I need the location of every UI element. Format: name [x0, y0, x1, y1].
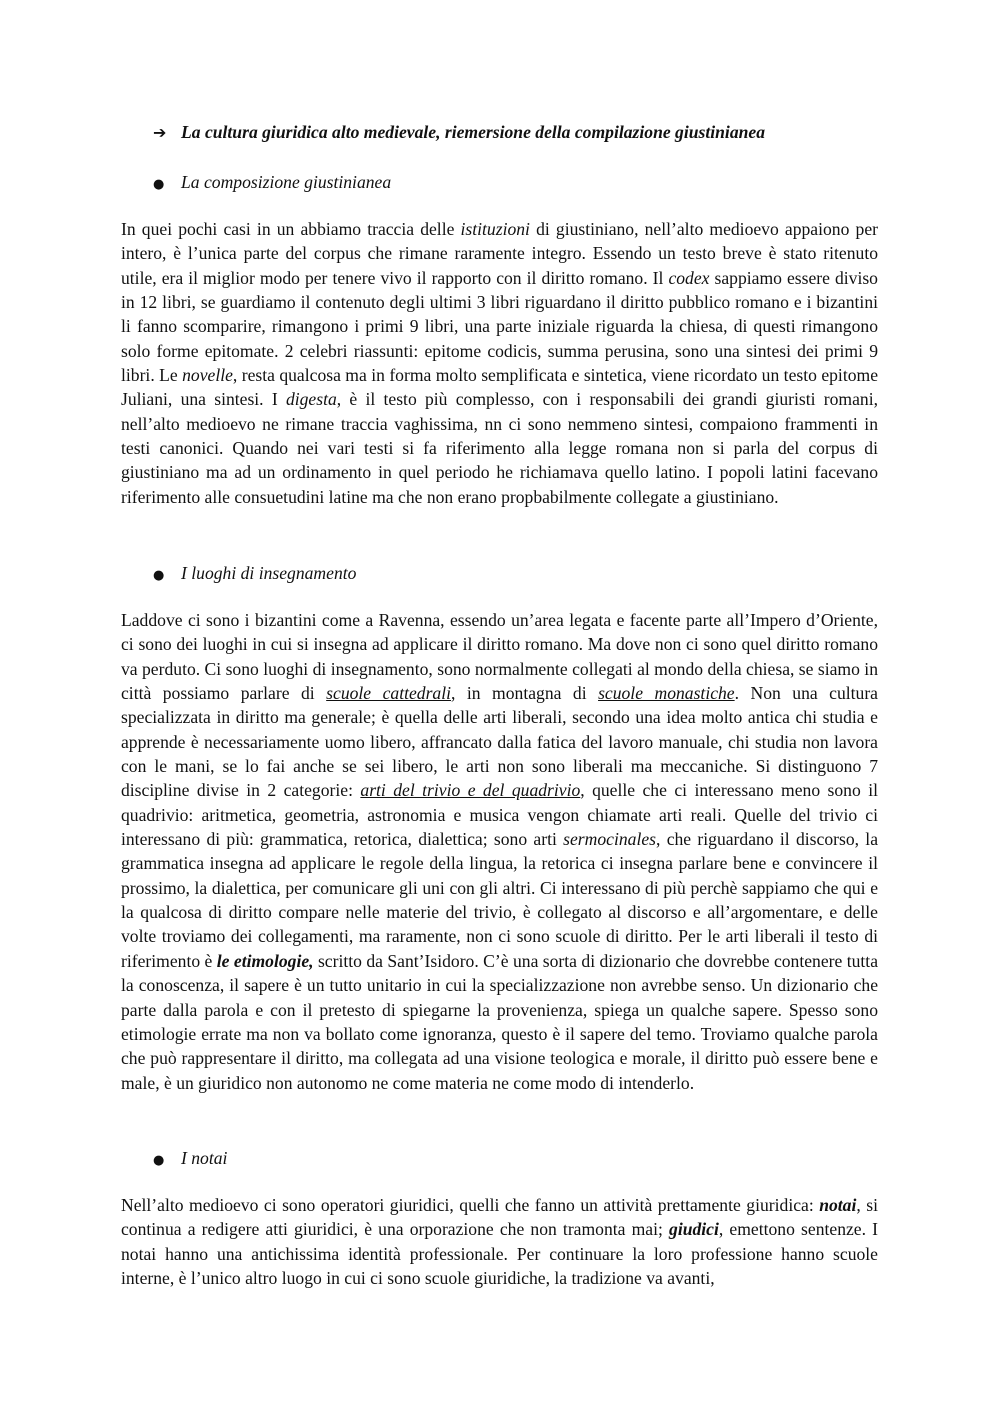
term-notai: notai — [819, 1195, 857, 1215]
bullet-icon: ● — [153, 568, 165, 583]
section-heading-1 — [153, 120, 765, 145]
term-digesta: digesta — [285, 389, 337, 410]
section-heading-4 — [153, 1146, 227, 1173]
term-istituzioni: istituzioni — [460, 219, 530, 239]
text-run: sappiamo essere diviso in 12 libri, se guardiamo il contenuto degli ultimi 3 libri riguardano il diritto pubblico romano e i bizantini li fanno scomparire, rimangono i primi 9 libri, una parte iniziale riguarda la chiesa, di questi rimangono solo forme epitomate. 2 celebri riassunti: epitome codicis, summa perusina, sono una sintesi dei primi 9 libri. Le — [121, 267, 878, 386]
arrow-icon: ➔ — [153, 123, 167, 142]
text-run: , in montagna di — [451, 683, 599, 704]
text-run: , emettono sentenze. I notai hanno una antichissima identità professionale. Per continuare la loro professione hanno scuole interne, è l’unico altro luogo in cui ci sono scuole giuridiche, la tradizione va avanti, — [121, 1219, 879, 1289]
section-heading-2 — [153, 170, 391, 197]
paragraph-notai — [121, 1193, 878, 1290]
paragraph-composizione — [121, 217, 878, 509]
term-arti-trivio-quadrivio: arti del trivio e del quadrivio — [360, 780, 581, 801]
term-sermocinales: sermocinales — [563, 829, 656, 850]
bullet-icon: ● — [153, 1153, 165, 1168]
text-run: Nell’alto medioevo ci sono operatori giuridici, quelli che fanno un attività prettamente giuridica: — [121, 1195, 820, 1215]
text-run: di giustiniano, nell’alto medioevo appaiono per intero, è l’unica parte del corpus che rimane raramente integro. Essendo un testo breve è stato ritenuto utile, era il miglior modo per tenere vivo il rapporto con il diritto romano. Il — [121, 219, 878, 288]
text-run: , che riguardano il discorso, la grammatica insegna ad applicare le regole della lingua, la retorica ci insegna parlare bene e convincere il prossimo, la dialettica, per comunicare gli uni con gli altri. Ci interessano di più perchè sappiamo che qui e la qualcosa di diritto compare nelle materie del trivio, è collegato al discorso e all’argomentare, e delle volte troviamo dei collegamenti, ma raramente, non ci sono scuole di diritto. Per le arti liberali il testo di riferimento è — [121, 829, 879, 971]
paragraph-luoghi — [121, 608, 878, 1095]
text-run: , resta qualcosa ma in forma molto semplificata e sintetica, viene ricordato un testo epitome Juliani, una sintesi. I — [121, 365, 878, 410]
text-run: Laddove ci sono i bizantini come a Ravenna, essendo un’area legata e facente parte all’Impero d’Oriente, ci sono dei luoghi in cui si insegna ad applicare il diritto romano. Ma dove non ci sono quel diritto romano va perduto. Ci sono luoghi di insegnamento, sono normalmente collegati al mondo della chiesa, se siamo in città possiamo parlare di — [121, 610, 878, 704]
section-title: La cultura giuridica alto medievale, riemersione della compilazione giustinianea — [181, 122, 766, 142]
text-run: , si continua a redigere atti giuridici, è una orporazione che non tramonta mai; — [121, 1195, 878, 1240]
text-run: In quei pochi casi in un abbiamo traccia delle — [121, 219, 461, 239]
term-scuole-monastiche: scuole monastiche — [598, 683, 735, 704]
term-giudici: giudici — [669, 1219, 719, 1240]
term-novelle: novelle — [182, 365, 233, 386]
bullet-icon: ● — [153, 177, 165, 192]
term-le-etimologie: le etimologie, — [216, 950, 314, 971]
text-run: , quelle che ci interessano meno sono il quadrivio: aritmetica, geometria, astronomia e musica vengon chiamate arti reali. Quelle del trivio ci interessano di più: grammatica, retorica, dialettica; sono arti — [121, 780, 878, 850]
text-run: . Non una cultura specializzata in diritto ma generale; è quella delle arti liberali, secondo una idea molto antica chi studia e apprende è necessariamente uomo libero, affrancato dalla fatica del lavoro manuale, chi studia non lavora con le mani, se lo fai anche se sei libero, le arti non sono liberali ma meccaniche. Si distinguono 7 discipline divise in 2 categorie: — [121, 683, 878, 801]
section-title: I luoghi di insegnamento — [181, 563, 357, 583]
term-scuole-cattedrali: scuole cattedrali — [326, 683, 452, 704]
text-run: scritto da Sant’Isidoro. C’è una sorta di dizionario che dovrebbe contenere tutta la conoscenza, il sapere è un tutto unitario in cui la specializzazione non avrebbe senso. Un dizionario che parte dalla parola e con il pretesto di spiegarne la provenienza, spiega un qualche sapere. Spesso sono etimologie errate ma non va bollato come ignoranza, questo è il sapere del temo. Troviamo qualche parola che può rappresentare il diritto, ma collegata ad una visione teologica e morale, il diritto può essere bene e male, è un giuridico non autonomo ne come materia ne come modo di intenderlo. — [121, 950, 879, 1093]
section-title: I notai — [181, 1148, 228, 1168]
section-heading-3 — [153, 561, 356, 588]
text-run: , è il testo più complesso, con i responsabili dei grandi giuristi romani, nell’alto medioevo ne rimane traccia vaghissima, nn ci sono nemmeno sintesi, compaiono frammenti in testi canonici. Quando nei vari testi si fa riferimento alla legge romana non si parla del corpus di giustiniano ma ad un ordinamento in quel periodo he richiamava quello latino. I popoli latini facevano riferimento alle consuetudini latine ma che non erano propbabilmente collegate a giustiniano. — [121, 389, 878, 507]
term-codex: codex — [668, 267, 710, 288]
section-title: La composizione giustinianea — [181, 172, 392, 192]
